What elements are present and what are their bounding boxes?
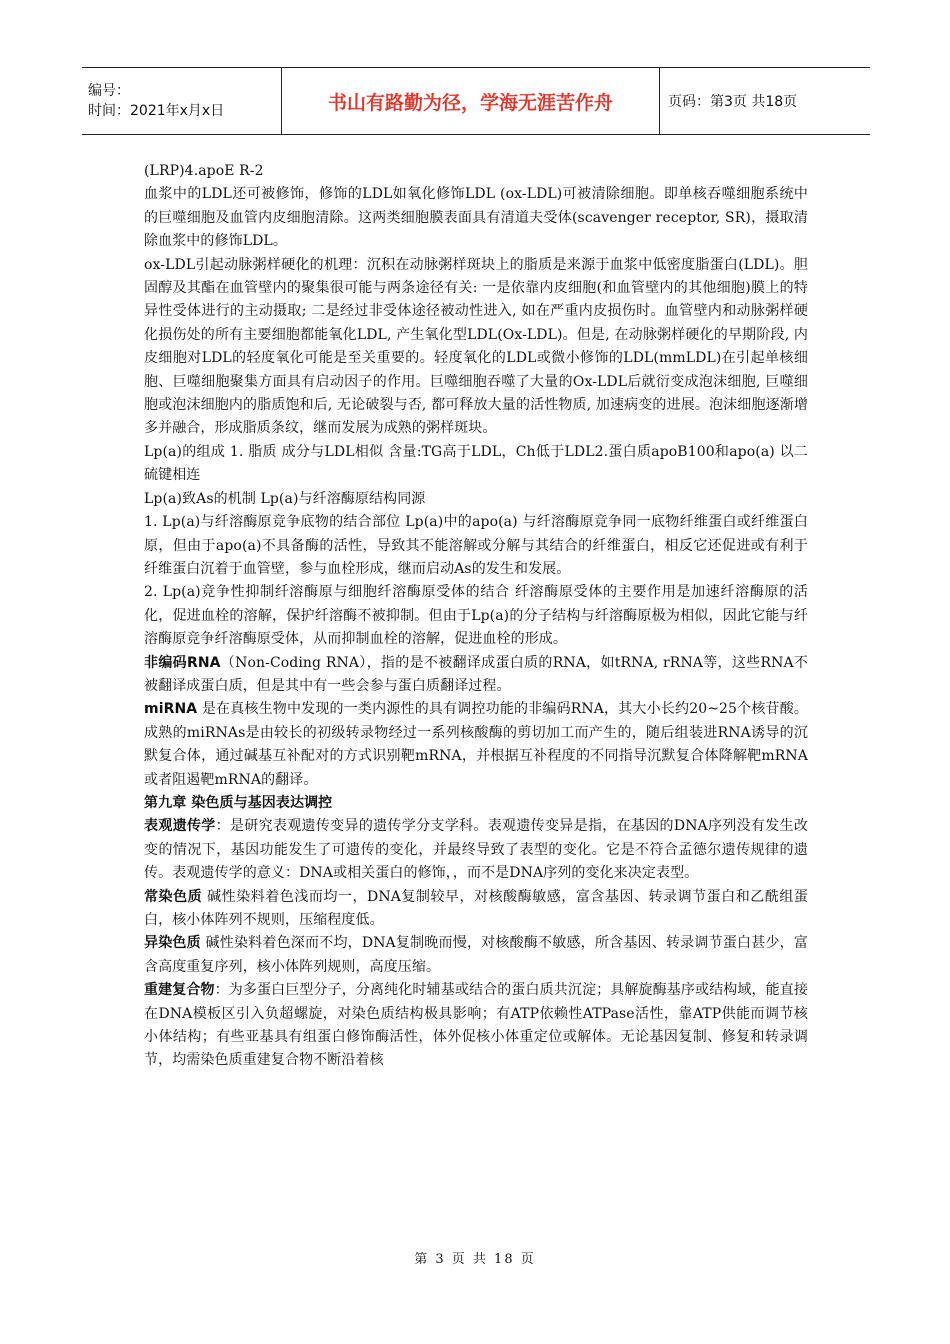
- page-footer: [0, 1248, 950, 1267]
- paragraph-text: 血浆中的LDL还可被修饰，修饰的LDL如氧化修饰LDL (ox-LDL)可被清除细胞。即单核吞噬细胞系统中的巨噬细胞及血管内皮细胞清除。这两类细胞膜表面具有清道夫受体(scavenger receptor, SR)，摄取清除血浆中的修饰LDL。: [144, 186, 808, 250]
- document-body: [144, 160, 808, 1073]
- header-motto: [282, 68, 660, 134]
- paragraph: [144, 815, 808, 885]
- keyword: 非编码RNA: [144, 654, 221, 671]
- paragraph: [144, 183, 808, 253]
- paragraph: [144, 698, 808, 792]
- keyword: 常染色质: [144, 888, 203, 905]
- paragraph-text: 1. Lp(a)与纤溶酶原竞争底物的结合部位 Lp(a)中的apo(a) 与纤溶酶原竞争同一底物纤维蛋白或纤维蛋白原，但由于apo(a)不具备酶的活性，导致其不能溶解或分解与其结合的纤维蛋白，相反它还促进或有利于纤维蛋白沉着于血管壁，参与血栓形成，继而启动As的发生和发展。: [144, 514, 808, 577]
- header-meta: [82, 68, 282, 134]
- paragraph: [144, 441, 808, 488]
- keyword: 第九章 染色质与基因表达调控: [144, 794, 333, 811]
- paragraph-text: 2. Lp(a)竞争性抑制纤溶酶原与细胞纤溶酶原受体的结合 纤溶酶原受体的主要作用是加速纤溶酶原的活化，促进血栓的溶解，保护纤溶酶不被抑制。但由于Lp(a)的分子结构与纤溶酶原极为相似，因此它能与纤溶酶原竞争纤溶酶原受体，从而抑制血栓的溶解，促进血栓的形成。: [144, 584, 808, 648]
- paragraph-text: 是在真核生物中发现的一类内源性的具有调控功能的非编码RNA，其大小长约20~25个核苷酸。成熟的miRNAs是由较长的初级转录物经过一系列核酸酶的剪切加工而产生的，随后组装进RNA诱导的沉默复合体，通过碱基互补配对的方式识别靶mRNA，并根据互补程度的不同指导沉默复合体降解靶mRNA或者阻遏靶mRNA的翻译。: [144, 701, 808, 788]
- paragraph-text: ：为多蛋白巨型分子，分离纯化时辅基或结合的蛋白质共沉淀；具解旋酶基序或结构域，能直接在DNA模板区引入负超螺旋，对染色质结构极具影响；有ATP依赖性ATPase活性，靠ATP供能而调节核小体结构；有些亚基具有组蛋白修饰酶活性，体外促核小体重定位或解体。无论基因复制、修复和转录调节，均需染色质重建复合物不断沿着核: [144, 982, 808, 1069]
- keyword: 异染色质: [144, 935, 201, 952]
- paragraph: [144, 511, 808, 581]
- motto-text: 书山有路勤为径，学海无涯苦作舟: [327, 91, 613, 114]
- date-label: 时间：2021年x月x日: [88, 103, 225, 119]
- paragraph: [144, 886, 808, 933]
- paragraph-text: Lp(a)的组成 1. 脂质 成分与LDL相似 含量:TG高于LDL，Ch低于LDL2.蛋白质apoB100和apo(a) 以二硫键相连: [144, 443, 808, 484]
- page-number: 第 3 页 共 18 页: [414, 1252, 536, 1267]
- paragraph-text: 碱性染料着色浅而均一，DNA复制较早，对核酸酶敏感，富含基因、转录调节蛋白和乙酰组蛋白，核小体阵列不规则，压缩程度低。: [144, 888, 808, 928]
- paragraph-text: （Non-Coding RNA），指的是不被翻译成蛋白质的RNA，如tRNA, rRNA等，这些RNA不被翻译成蛋白质，但是其中有一些会参与蛋白质翻译过程。: [144, 654, 809, 694]
- page-header: [82, 67, 870, 135]
- paragraph: [144, 932, 808, 979]
- paragraph: [144, 488, 808, 511]
- paragraph: [144, 254, 808, 441]
- paragraph: [144, 160, 808, 183]
- page-info-text: 页码：第3页 共18页: [668, 94, 798, 110]
- paragraph-text: ：是研究表观遗传变异的遗传学分支学科。表观遗传变异是指，在基因的DNA序列没有发生改变的情况下，基因功能发生了可遗传的变化，并最终导致了表型的变化。它是不符合孟德尔遗传规律的遗传。表观遗传学的意义：DNA或相关蛋白的修饰，，而不是DNA序列的变化来决定表型。: [144, 818, 808, 882]
- paragraph: [144, 581, 808, 651]
- paragraph-text: Lp(a)致As的机制 Lp(a)与纤溶酶原结构同源: [144, 490, 426, 507]
- header-page-info: [660, 68, 870, 134]
- number-label: 编号：: [88, 83, 130, 99]
- chapter-heading: [144, 792, 808, 815]
- keyword: 重建复合物: [144, 982, 215, 999]
- keyword: miRNA: [144, 701, 198, 718]
- paragraph-text: ox-LDL引起动脉粥样硬化的机理：沉积在动脉粥样斑块上的脂质是来源于血浆中低密度脂蛋白(LDL)。胆固醇及其酯在血管壁内的聚集很可能与两条途径有关: 一是依靠内皮细胞(和血管壁内的其他细胞)膜上的特异性受体进行的主动摄取; 二是经过非受体途径被动性进入, 如在严重内皮损伤时。血管壁内和动脉粥样硬化损伤处的所有主要细胞都能氧化LDL, 产生氧化型LDL(Ox-LDL)。但是, 在动脉粥样硬化的早期阶段, 内皮细胞对LDL的轻度氧化可能是至关重要的。轻度氧化的LDL或微小修饰的LDL(mmLDL)在引起单核细胞、巨噬细胞聚集方面具有启动因子的作用。巨噬细胞吞噬了大量的Ox-LDL后就衍变成泡沫细胞, 巨噬细胞或泡沫细胞内的脂质饱和后, 无论破裂与否, 都可释放大量的活性物质, 加速病变的进展。泡沫细胞逐渐增多并融合，形成脂质条纹，继而发展为成熟的粥样斑块。: [144, 256, 808, 437]
- paragraph: [144, 652, 808, 699]
- paragraph-text: 碱性染料着色深而不均，DNA复制晚而慢，对核酸酶不敏感，所含基因、转录调节蛋白甚少，富含高度重复序列，核小体阵列规则，高度压缩。: [144, 935, 808, 975]
- paragraph-text: (LRP)4.apoE R-2: [144, 163, 264, 179]
- paragraph: [144, 979, 808, 1073]
- keyword: 表观遗传学: [144, 818, 216, 835]
